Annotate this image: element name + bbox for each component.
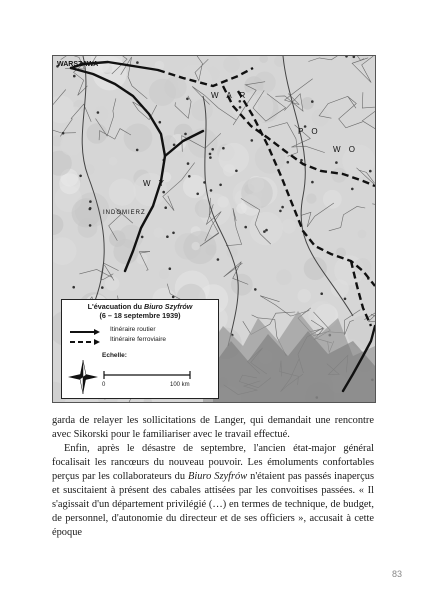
- terrain-patch: [93, 106, 109, 122]
- scale-end: 100 km: [170, 382, 190, 388]
- map-legend: [61, 299, 219, 399]
- terrain-patch: [109, 157, 118, 166]
- paragraph-2-part-a: Enfin, après le désastre de septembre, l'ancien état-major général focalisait les rancœurs du nouveau pouvoir. Les émoluments confortables perçus par les collaborateurs du: [52, 443, 374, 482]
- town-marker: [251, 139, 254, 142]
- region-label-1: W A R: [211, 91, 249, 100]
- town-marker: [101, 286, 104, 289]
- town-marker: [164, 206, 167, 209]
- town-marker: [141, 236, 144, 239]
- town-marker: [222, 147, 225, 150]
- evacuation-map: [52, 55, 376, 403]
- terrain-patch: [223, 56, 240, 73]
- scale-start: 0: [102, 382, 106, 388]
- legend-title: [62, 303, 218, 320]
- town-marker: [136, 149, 139, 152]
- scale-label: Echelle:: [102, 352, 127, 359]
- terrain-patch: [183, 231, 216, 264]
- terrain-patch: [60, 134, 82, 156]
- terrain-patch: [306, 193, 316, 203]
- legend-title-prefix: L'évacuation du: [87, 302, 145, 311]
- town-marker: [287, 161, 290, 164]
- town-marker: [188, 175, 191, 178]
- terrain-patch: [105, 276, 120, 291]
- town-marker: [335, 161, 338, 164]
- terrain-patch: [129, 215, 140, 226]
- terrain-patch: [70, 107, 81, 118]
- rail-arrow-icon: [70, 339, 100, 345]
- terrain-patch: [188, 128, 218, 158]
- town-marker: [203, 181, 206, 184]
- legend-title-italic: Biuro Szyfrów: [144, 302, 193, 311]
- legend-title-dates: (6 – 18 septembre 1939): [99, 310, 181, 320]
- terrain-patch: [312, 109, 330, 127]
- terrain-patch: [177, 150, 185, 158]
- terrain-patch: [109, 179, 136, 206]
- terrain-patch: [124, 124, 153, 153]
- legend-rail-label: Itinéraire ferroviaire: [110, 336, 166, 343]
- terrain-patch: [276, 269, 292, 285]
- town-marker: [89, 207, 92, 210]
- town-marker: [244, 226, 247, 229]
- town-marker: [235, 170, 238, 173]
- terrain-patch: [87, 123, 108, 144]
- town-marker: [173, 144, 176, 147]
- town-marker: [172, 296, 175, 299]
- terrain-patch: [297, 289, 311, 303]
- terrain-patch: [154, 228, 164, 238]
- terrain-patch: [282, 219, 296, 233]
- terrain-patch: [358, 230, 367, 239]
- town-marker: [344, 298, 347, 301]
- body-text: [52, 414, 374, 540]
- region-label-5: W O: [333, 145, 358, 154]
- town-marker: [263, 230, 266, 233]
- town-marker: [279, 210, 282, 213]
- paragraph-2: [52, 442, 374, 540]
- town-marker: [166, 235, 169, 238]
- terrain-patch: [323, 190, 342, 209]
- terrain-patch: [250, 212, 283, 245]
- paragraph-2-italic: Biuro Szyfrów: [188, 471, 248, 482]
- town-marker: [162, 191, 165, 194]
- region-label-3: INDOMIERZ: [103, 210, 146, 216]
- town-marker: [219, 184, 222, 187]
- terrain-patch: [231, 274, 253, 296]
- town-marker: [169, 267, 172, 270]
- terrain-patch: [301, 97, 314, 110]
- terrain-patch: [192, 242, 200, 250]
- paragraph-1: garda de relayer les sollicitations de Langer, qui demandait une rencontre avec Sikorski pour le familiariser avec le travail effectué.: [52, 415, 374, 440]
- terrain-patch: [183, 175, 206, 198]
- compass-rose-icon: [68, 360, 98, 394]
- town-marker: [320, 292, 323, 295]
- town-marker: [89, 224, 92, 227]
- scale-bar: [102, 370, 192, 380]
- town-marker: [210, 189, 213, 192]
- town-marker: [311, 181, 314, 184]
- town-marker: [186, 98, 189, 101]
- town-marker: [369, 170, 372, 173]
- town-marker: [187, 162, 190, 165]
- town-marker: [196, 193, 199, 196]
- town-marker: [209, 153, 212, 156]
- terrain-patch: [191, 99, 213, 121]
- road-arrow-icon: [70, 329, 100, 335]
- town-marker: [73, 75, 76, 78]
- region-label-2: W Y: [143, 179, 167, 188]
- town-marker: [89, 200, 92, 203]
- town-marker: [239, 100, 242, 103]
- town-marker: [209, 156, 212, 159]
- town-marker: [265, 229, 268, 232]
- town-marker: [184, 133, 187, 136]
- town-marker: [97, 111, 100, 114]
- town-marker: [311, 100, 314, 103]
- town-marker: [79, 175, 82, 178]
- town-marker: [72, 286, 75, 289]
- legend-road-label: Itinéraire routier: [110, 326, 156, 333]
- warsaw-label: WARSZAWA: [57, 61, 99, 68]
- terrain-patch: [241, 177, 273, 209]
- terrain-patch: [149, 79, 176, 106]
- town-marker: [239, 106, 242, 109]
- town-marker: [159, 121, 162, 124]
- town-marker: [281, 206, 284, 209]
- town-marker: [351, 188, 354, 191]
- terrain-patch: [255, 143, 285, 173]
- terrain-patch: [159, 269, 170, 280]
- town-marker: [172, 232, 175, 235]
- town-marker: [62, 132, 65, 135]
- town-marker: [211, 148, 214, 151]
- town-marker: [136, 61, 139, 64]
- paragraph-2-part-b: n'étaient pas passés inaperçus et suscitaient à présent des cabales attisées par les convoitises passées. « Il s'agissait d'un département privilégié (…) en termes de technique, de budget, de personnel, d'autonomie du directeur et de ses officiers », accusait à cette époque: [52, 471, 374, 538]
- town-marker: [254, 288, 257, 291]
- region-label-4: P O: [298, 127, 321, 136]
- town-marker: [217, 258, 220, 261]
- page-number: 83: [391, 569, 402, 579]
